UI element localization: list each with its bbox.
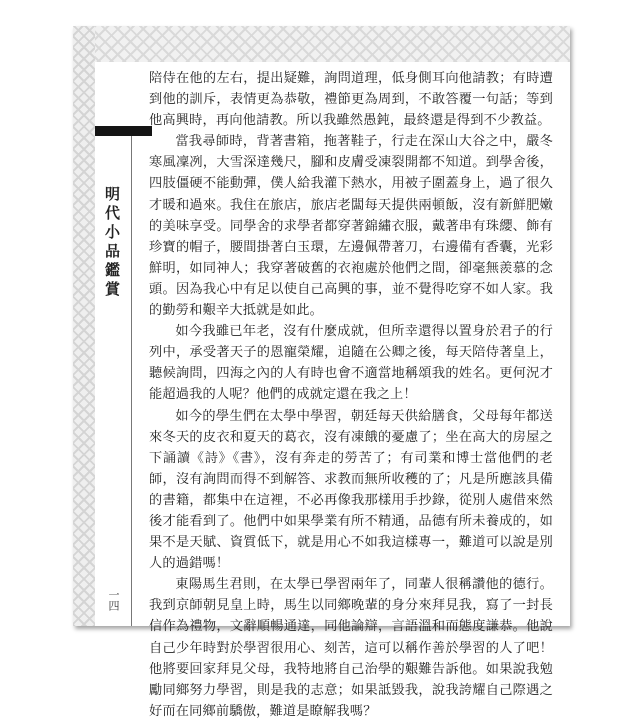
decorative-pattern-left <box>73 26 95 626</box>
paragraph: 東陽馬生君則，在太學已學習兩年了，同輩人很稱讚他的德行。我到京師朝見皇上時，馬生以同鄉晚輩的身分來拜見我，寫了一封長信作為禮物，文辭順暢通達，同他論辯，言語溫和而態度謙恭。他說自己少年時對於學習很用心、刻苦，這可以稱作善於學習的人了吧！他將要回家拜見父母，我特地將自己治學的艱難告訴他。如果說我勉勵同鄉努力學習，則是我的志意；如果詆毀我，說我誇耀自己際遇之好而在同鄉前驕傲，難道是瞭解我嗎？ <box>149 577 553 719</box>
header-bar <box>95 126 152 136</box>
paragraph: 如今我雖已年老，沒有什麼成就，但所幸還得以置身於君子的行列中，承受著天子的恩寵榮耀，追隨在公卿之後，每天陪侍著皇上，聽候詢問，四海之內的人有時也會不適當地稱頌我的姓名。更何況才能超過我的人呢？他們的成就定還在我之上！ <box>149 324 553 403</box>
book-page <box>73 26 570 719</box>
decorative-pattern-top <box>73 26 570 62</box>
body-text <box>149 68 553 722</box>
paragraph: 如今的學生們在太學中學習，朝廷每天供給膳食，父母每年都送來冬天的皮衣和夏天的葛衣，沒有凍餓的憂慮了；坐在高大的房屋之下誦讀《詩》《書》，沒有奔走的勞苦了；有司業和博士當他們的老師，沒有詢問而得不到解答、求教而無所收穫的了；凡是所應該具備的書籍，都集中在這裡，不必再像我那樣用手抄錄，從別人處借來然後才能看到了。他們中如果學業有所不精通，品德有所未養成的，如果不是天賦、資質低下，就是用心不如我這樣專一，難道可以說是別人的過錯嗎！ <box>149 408 553 572</box>
margin-divider <box>131 136 132 626</box>
paragraph: 當我尋師時，背著書箱，拖著鞋子，行走在深山大谷之中，嚴冬寒風凜冽，大雪深達幾尺，腳和皮膚受凍裂開都不知道。到學舍後，四肢僵硬不能動彈，僕人給我灌下熱水，用被子圍蓋身上，過了很久才暖和過來。我住在旅店，旅店老闆每天提供兩頓飯，沒有新鮮肥嫩的美味享受。同學舍的求學者都穿著錦繡衣服，戴著串有珠纓、飾有珍寶的帽子，腰間掛著白玉環，左邊佩帶著刀，右邊備有香囊，光彩鮮明，如同神人；我穿著破舊的衣袍處於他們之間，卻毫無羨慕的念頭。因為我心中有足以使自己高興的事，並不覺得吃穿不如人家。我的勤勞和艱辛大抵就是如此。 <box>149 134 553 319</box>
page-number: 一四 <box>107 589 120 611</box>
paragraph: 陪侍在他的左右，提出疑難，詢問道理，低身側耳向他請教；有時遭到他的訓斥，表情更為恭敬，禮節更為周到，不敢答覆一句話；等到他高興時，再向他請教。所以我雖然愚鈍，最終還是得到不少教益。 <box>149 71 553 129</box>
running-title: 明代小品鑑賞 <box>103 186 121 300</box>
